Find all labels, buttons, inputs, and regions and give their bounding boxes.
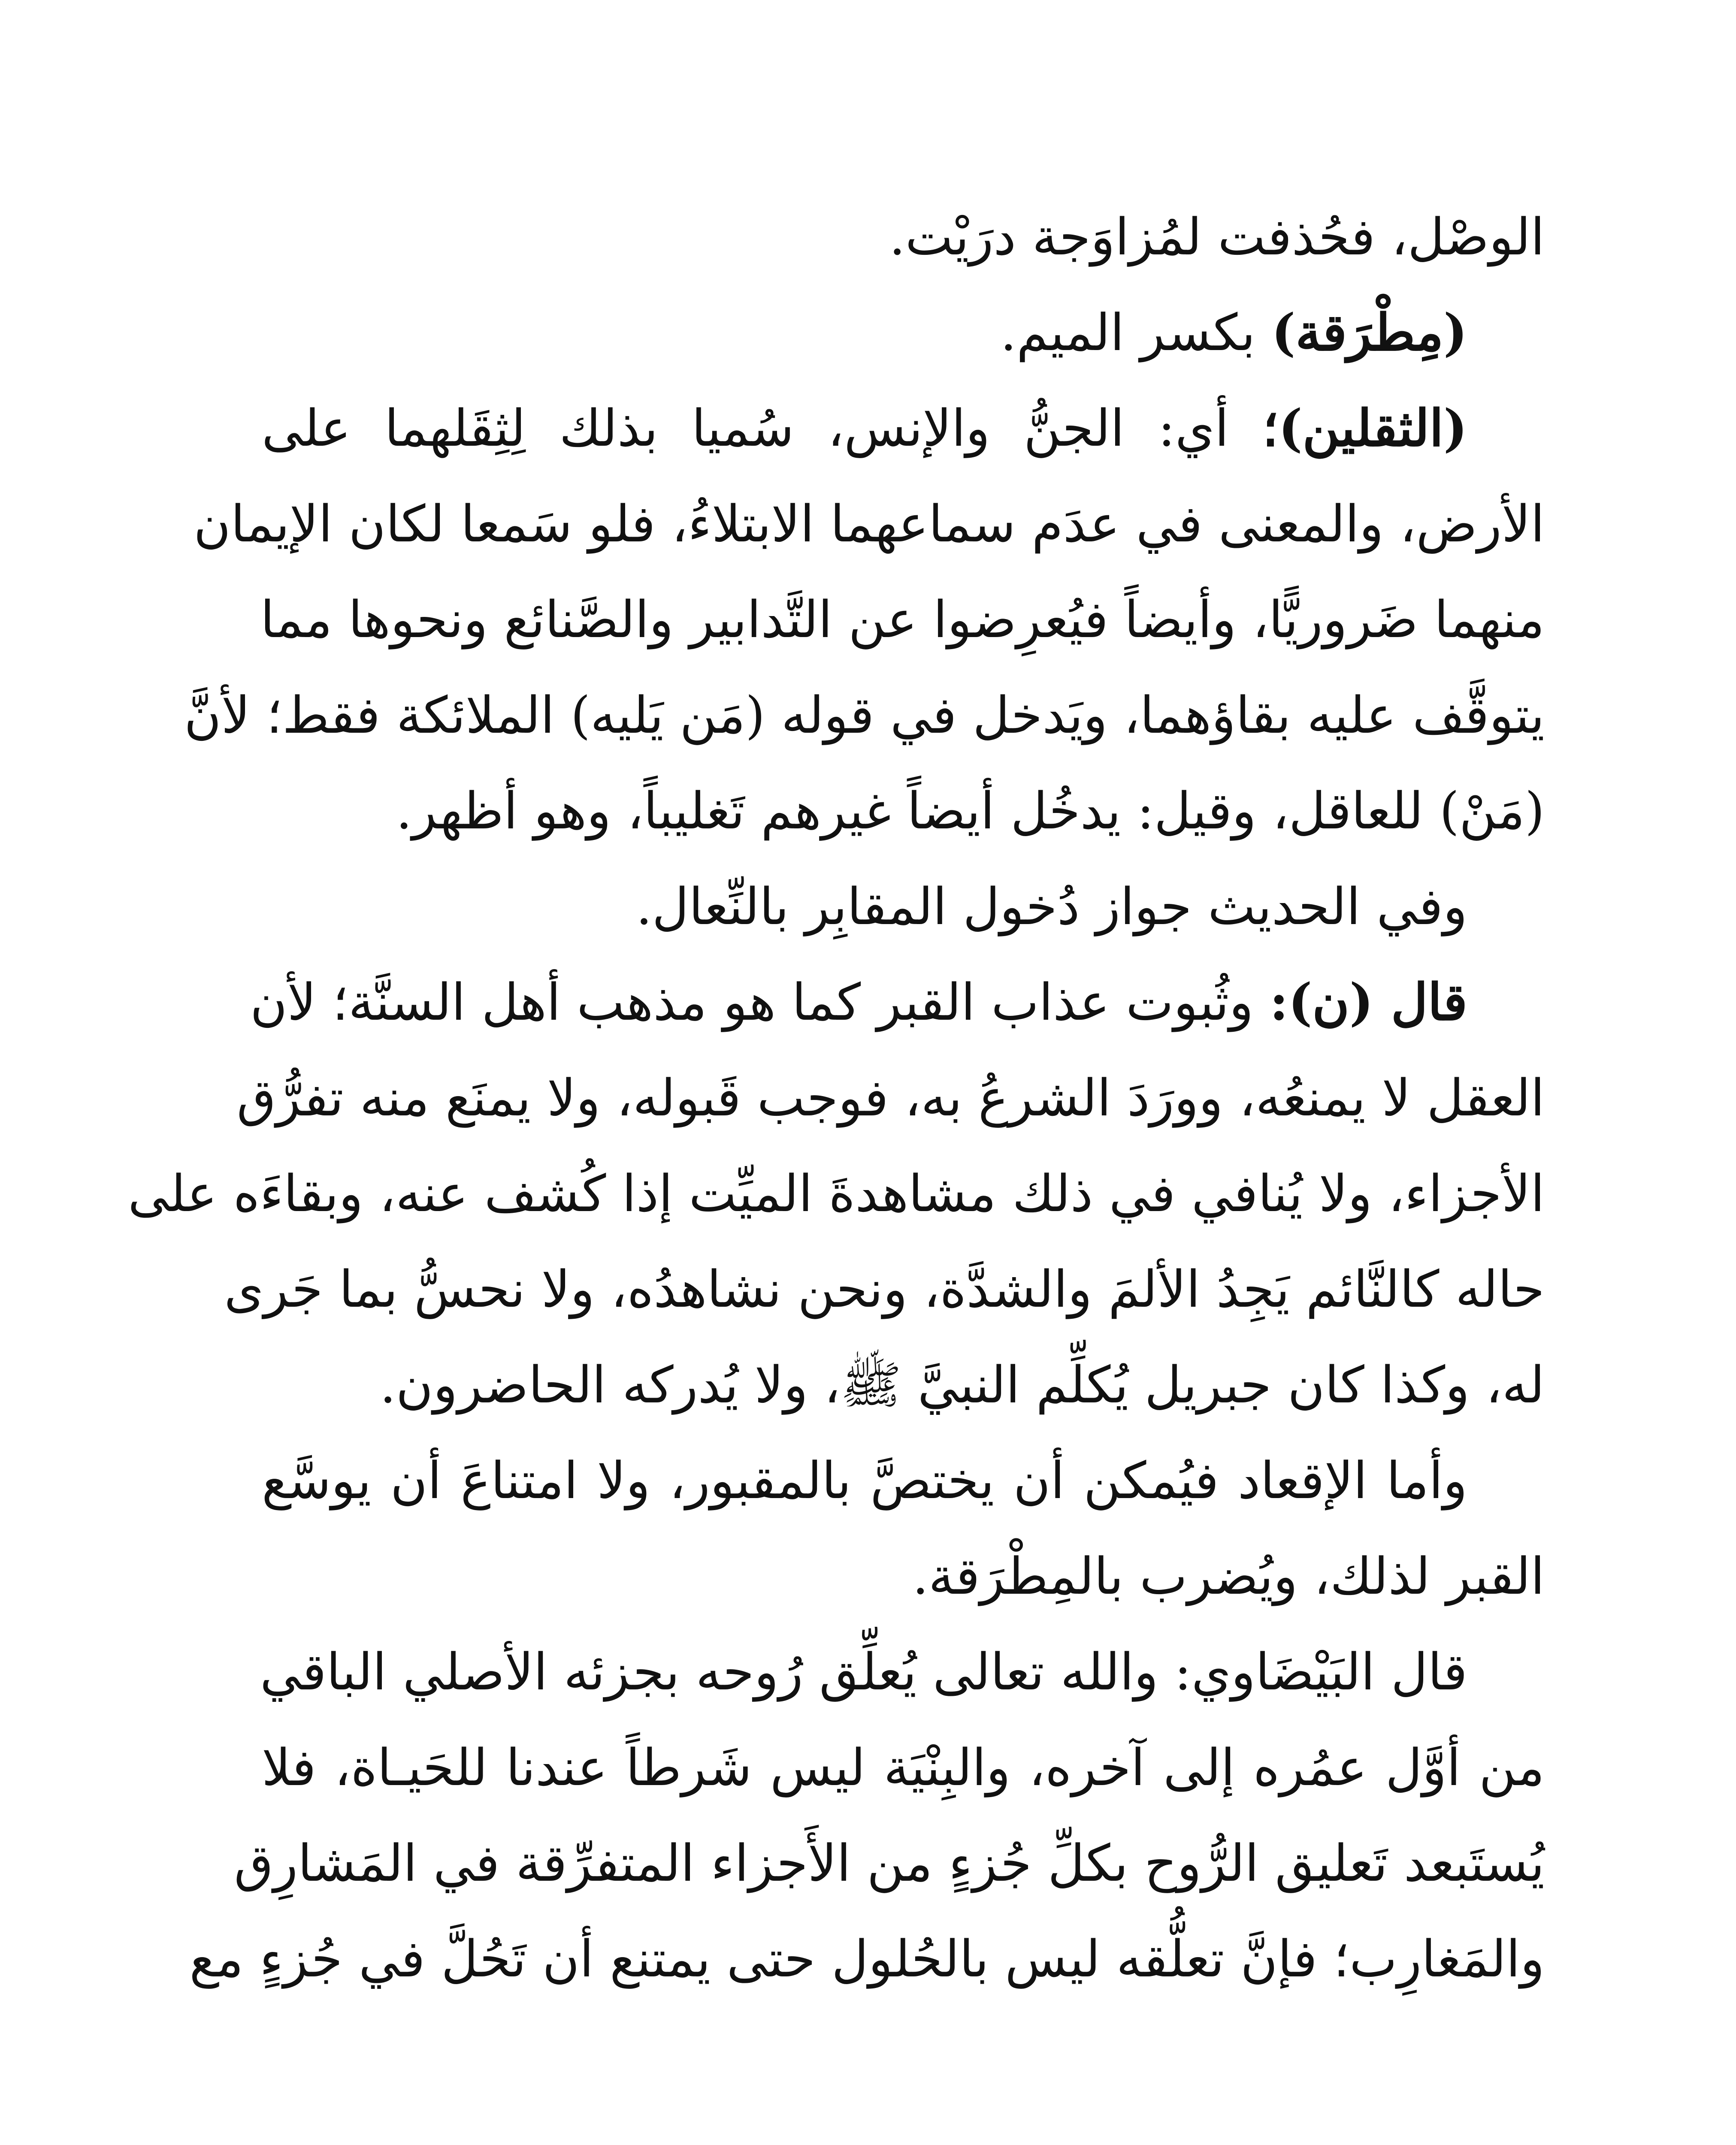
line-text: والمَغارِب؛ فإنَّ تعلُّقه ليس بالحُلول حتى يمتنع أن تَحُلَّ في جُزءٍ مع	[189, 1929, 1545, 1988]
text-line	[184, 667, 1545, 763]
line-text: الأرض، والمعنى في عدَم سماعهما الابتلاءُ، فلو سَمعا لكان الإيمان	[194, 494, 1545, 553]
line-text: القبر لذلك، ويُضرب بالمِطْرَقة.	[912, 1547, 1545, 1606]
line-text: قال البَيْضَاوي: والله تعالى يُعلِّق رُوحه بجزئه الأصلي الباقي	[260, 1642, 1467, 1701]
text-line	[189, 1911, 1545, 2006]
line-text: منهما ضَروريًّا، وأيضاً فيُعرِضوا عن التَّدابير والصَّنائع ونحوها مما	[260, 590, 1545, 649]
line-text: العقل لا يمنعُه، وورَدَ الشرعُ به، فوجب قَبوله، ولا يمنَع منه تفرُّق	[236, 1068, 1545, 1127]
text-line	[262, 858, 1545, 954]
line-text: أي: الجنُّ والإنس، سُميا بذلك لِثِقَلهما على	[262, 399, 1263, 458]
line-text: وفي الحديث جواز دُخول المقابِر بالنِّعال.	[636, 877, 1467, 936]
text-line	[262, 1719, 1545, 1815]
line-text: حاله كالنَّائم يَجِدُ الألمَ والشدَّة، ونحن نشاهدُه، ولا نحسُّ بما جَرى	[224, 1260, 1545, 1319]
line-text: له، وكذا كان جبريل يُكلِّم النبيَّ ﷺ، ولا يُدركه الحاضرون.	[380, 1355, 1545, 1414]
line-text: من أوَّل عمُره إلى آخره، والبِنْيَة ليس شَرطاً عندنا للحَيـاة، فلا	[262, 1738, 1545, 1797]
line-text: وثُبوت عذاب القبر كما هو مذهب أهل السنَّة؛ لأن	[250, 973, 1270, 1032]
text-line	[262, 284, 1545, 380]
text-line	[262, 1337, 1545, 1432]
text-line	[128, 1145, 1545, 1241]
text-line	[250, 954, 1545, 1050]
text-line	[224, 1241, 1545, 1337]
text-line	[262, 189, 1545, 284]
line-text: وأما الإقعاد فيُمكن أن يختصَّ بالمقبور، ولا امتناعَ أن يوسَّع	[262, 1451, 1467, 1510]
line-text: يتوقَّف عليه بقاؤهما، ويَدخل في قوله (مَن يَليه) الملائكة فقط؛ لأنَّ	[184, 686, 1545, 745]
text-line	[262, 1624, 1545, 1719]
line-text: بكسر الميم.	[1000, 303, 1272, 362]
bold-term: قال (ن):	[1269, 972, 1467, 1032]
line-text: يُستَبعد تَعليق الرُّوح بكلِّ جُزءٍ من الأَجزاء المتفرِّقة في المَشارِق	[234, 1834, 1545, 1893]
text-line	[262, 380, 1545, 476]
text-line	[262, 571, 1545, 667]
line-text: الوصْل، فحُذفت لمُزاوَجة درَيْت.	[889, 207, 1545, 266]
text-body	[128, 189, 1545, 2006]
text-line	[236, 1050, 1545, 1145]
text-line	[234, 1815, 1545, 1911]
text-line	[262, 1432, 1545, 1528]
text-line	[262, 1528, 1545, 1624]
text-line	[262, 763, 1545, 858]
line-text: (مَنْ) للعاقل، وقيل: يدخُل أيضاً غيرهم تَغليباً، وهو أظهر.	[396, 781, 1545, 840]
text-line	[194, 476, 1545, 571]
line-text: الأجزاء، ولا يُنافي في ذلك مشاهدةَ الميِّت إذا كُشف عنه، وبقاءَه على	[128, 1164, 1545, 1223]
bold-term: (الثقلين)؛	[1262, 398, 1467, 458]
bold-term: (مِطْرَقة)	[1271, 302, 1467, 362]
